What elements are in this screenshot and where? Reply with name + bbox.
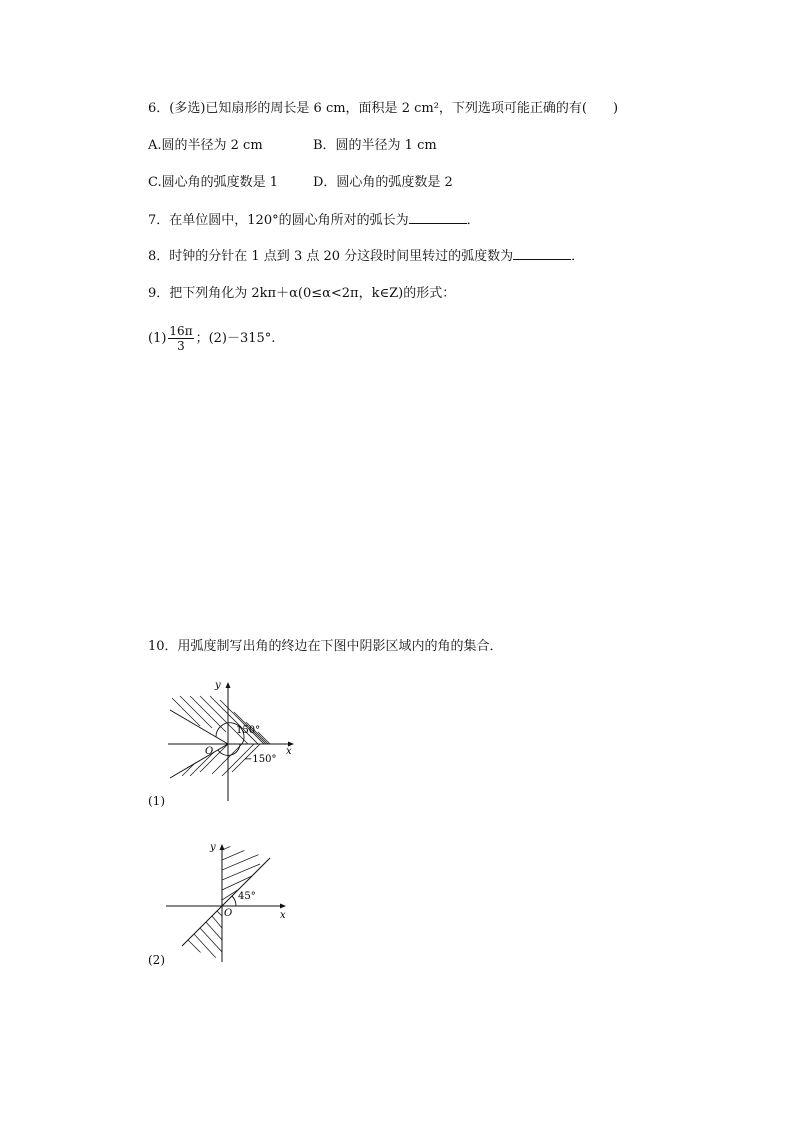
- y-axis-arrow: [220, 844, 225, 850]
- option-a[interactable]: A.圆的半径为 2 cm: [148, 138, 263, 153]
- figure-1: [160, 676, 300, 808]
- x-label: x: [286, 746, 292, 757]
- question-6-stem: 6．(多选)已知扇形的周长是 6 cm，面积是 2 cm²，下列选项可能正确的有( ): [148, 101, 619, 116]
- y-label: y: [210, 842, 216, 853]
- figure-2-diagram: [160, 840, 295, 965]
- fraction-16pi-over-3: [168, 324, 193, 353]
- answer-blank[interactable]: [409, 223, 467, 224]
- question-8-end: ．: [571, 249, 585, 264]
- fraction-numerator: 16π: [169, 324, 193, 338]
- option-b[interactable]: B．圆的半径为 1 cm: [313, 138, 437, 153]
- ray-neg150: [170, 744, 228, 778]
- angle-45-label: 45°: [238, 891, 256, 902]
- question-6-options-row1: [148, 137, 437, 155]
- x-axis-arrow: [280, 904, 286, 909]
- figure-1-diagram: [160, 676, 300, 804]
- fraction-denominator: 3: [177, 339, 185, 353]
- question-6-options-row2: [148, 174, 453, 192]
- angle-neg150-label: −150°: [244, 754, 277, 765]
- question-7: [148, 212, 480, 230]
- option-c[interactable]: C.圆心角的弧度数是 1: [148, 175, 279, 190]
- question-9-parts: [148, 322, 275, 356]
- line-45: [182, 858, 270, 946]
- figure-1-label: (1): [148, 794, 165, 808]
- y-label: y: [215, 680, 221, 691]
- question-9-stem: 9．把下列角化为 2kπ＋α(0≤α<2π，k∈Z)的形式：: [148, 286, 456, 301]
- figure-2: [160, 840, 295, 969]
- question-8-text: 8．时钟的分针在 1 点到 3 点 20 分这段时间里转过的弧度数为: [148, 249, 514, 264]
- question-7-text: 7．在单位圆中，120°的圆心角所对的弧长为: [148, 213, 409, 228]
- arc-45: [232, 896, 236, 906]
- option-d[interactable]: D．圆心角的弧度数是 2: [313, 175, 453, 190]
- question-8: [148, 248, 584, 266]
- angle-150-label: 150°: [236, 725, 261, 736]
- question-10: 10．用弧度制写出角的终边在下图中阴影区域内的角的集合．: [148, 639, 503, 654]
- question-9-rest: ；(2)－315°.: [195, 331, 276, 346]
- x-label: x: [280, 910, 286, 921]
- part-1-label: (1): [148, 331, 167, 346]
- origin-label: O: [205, 746, 214, 757]
- y-axis-arrow: [226, 682, 231, 688]
- origin-label: O: [224, 908, 233, 919]
- figure-2-label: (2): [148, 953, 165, 967]
- question-7-end: ．: [466, 213, 480, 228]
- answer-blank[interactable]: [513, 259, 571, 260]
